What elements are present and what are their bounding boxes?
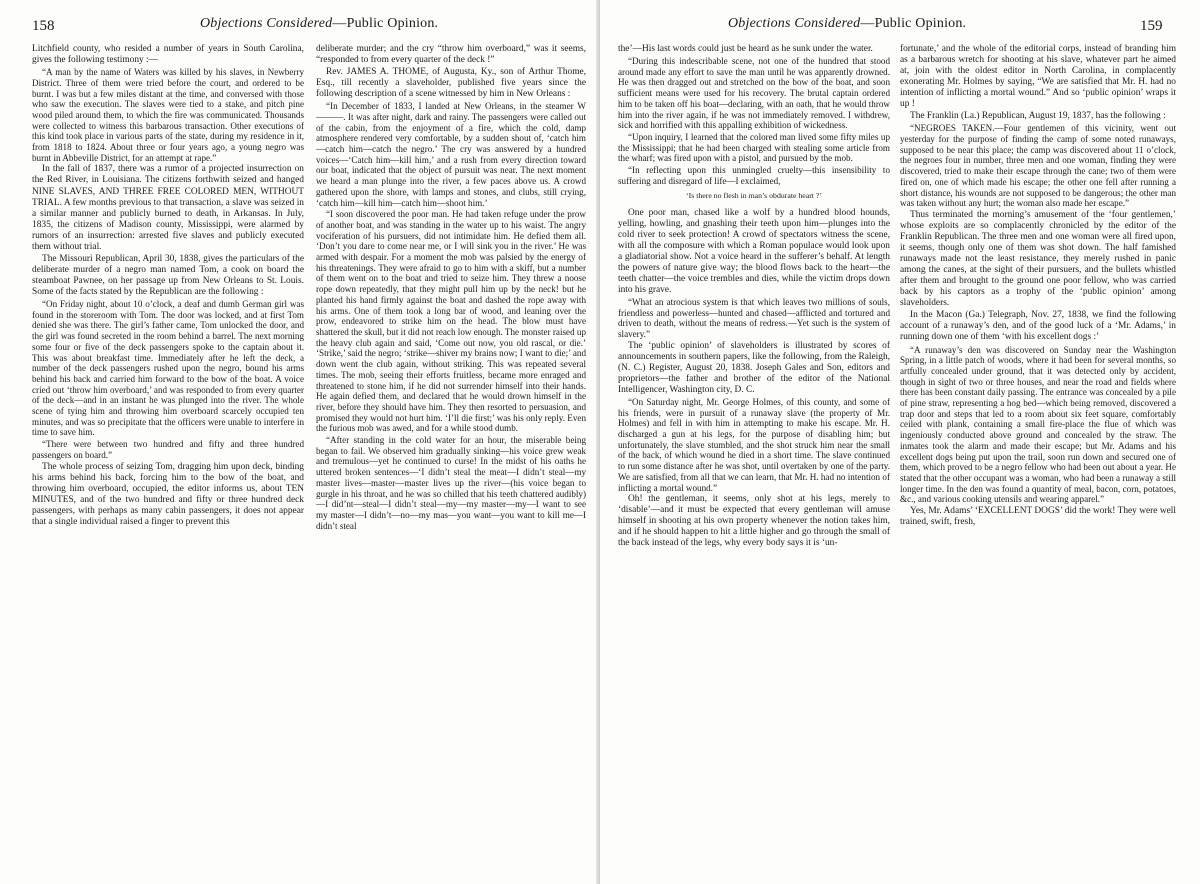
paragraph: In the fall of 1837, there was a rumor of a projected insurrection on the Red River, in Louisiana. The citizens forthwith seized and hanged NINE SLAVES, AND THREE FREE COLORED MEN, WITHOUT TRIAL. A few months previous to that transaction, a slave was seized in a similar manner and publicly burned to death, in Arkansas. In July, 1835, the citizens of Madison county, Mississippi, were alarmed by rumors of an insurrection: arrested five slaves and publicly executed them without trial. <box>32 164 304 252</box>
paragraph: “What an atrocious system is that which leaves two millions of souls, friendless and powerless—hunted and chased—afflicted and tortured and driven to death, without the means of redress.—Yet such is the system of slavery.” <box>618 296 890 340</box>
paragraph: “There were between two hundred and fifty and three hundred passengers on board.” <box>32 439 304 460</box>
paragraph: The ‘public opinion’ of slaveholders is illustrated by scores of announcements in southern papers, like the following, from the Raleigh, (N. C.) Register, August 20, 1838. Joseph Gales and Son, editors and proprietors—the father and brother of the editor of the National Intelligencer, Washington city, D. C. <box>618 340 890 395</box>
right-page <box>600 0 1200 884</box>
paragraph: “NEGROES TAKEN.—Four gentlemen of this vicinity, went out yesterday for the purpose of finding the camp of some noted runaways, supposed to be near this place; the camp was discovered about 11 o’clock, the negroes four in number, three men and one woman, finding they were discovered, tried to make their escape through the cane; two of them were fired on, one of which made his escape; the other one fell after running a short distance, his wounds are not supposed to be dangerous; the other man was taken without any hurt; the woman also made her escape.” <box>900 123 1176 209</box>
paragraph: Thus terminated the morning’s amusement of the ‘four gentlemen,’ whose exploits are so complacently chronicled by the editor of the Franklin Republican. The three men and one woman were all fired upon, it seems, though only one of them was shot down. The half famished runaways made not the least resistance, they merely rushed in panic among the canes, at the sight of their pursuers, and the bullets whistled after them and brought to the ground one poor fellow, who was carried back by his captors as a trophy of the ‘public opinion’ among slaveholders. <box>900 209 1176 309</box>
paragraph: “I soon discovered the poor man. He had taken refuge under the prow of another boat, and was standing in the water up to his waist. The angry vociferation of his pursuers, did not intimidate him. He defied them all. ‘Don’t you dare to come near me, or I will sink you in the river.’ He was armed with despair. For a moment the mob was palsied by the energy of his threatenings. They were afraid to go to him with a skiff, but a number of them went on to the boat and tried to seize him. They threw a noose rope down repeatedly, that they might pull him up by the neck! but he planted his hand firmly against the boat and dashed the rope away with his arms. One of them took a long bar of wood, and leaning over the prow, endeavored to strike him on the head. The blow must have shattered the skull, but it did not reach low enough. The monster raised up the heavy club again and said, ‘Come out now, you old rascal, or die.’ ‘Strike,’ said the negro; ‘strike—shiver my brains now; I want to die;’ and down went the club again, without striking. This was repeated several times. The mob, seeing their efforts fruitless, became more enraged and threatened to stone him, if he did not surrender himself into their hands. He again defied them, and declared that he would drown himself in the river, before they should have him. They then resorted to persuasion, and promised they would not hurt him. ‘I’ll die first;’ was his only reply. Even the furious mob was awed, and for a while stood dumb. <box>316 209 586 434</box>
paragraph: Litchfield county, who resided a number of years in South Carolina, gives the following testimony :— <box>32 44 304 66</box>
paragraph: deliberate murder; and the cry “throw him overboard,” was it seems, “responded to from every quarter of the deck !” <box>316 44 586 66</box>
paragraph: ‘Is there no flesh in man’s obdurate heart ?’ <box>686 191 822 201</box>
paragraph: Rev. JAMES A. THOME, of Augusta, Ky., son of Arthur Thome, Esq., till recently a slaveholder, published five years since the following description of a scene witnessed by him in New Orleans : <box>316 67 586 100</box>
header-plain: —Public Opinion. <box>332 16 439 31</box>
paragraph: The whole process of seizing Tom, dragging him upon deck, binding his arms behind his back, forcing him to the bow of the boat, and throwing him overboard, occupied, the editor informs us, about TEN MINUTES, and of the two hundred and fifty or three hundred deck passengers, with perhaps as many cabin passengers, it does not appear that a single individual raised a finger to prevent this <box>32 461 304 527</box>
paragraph: “After standing in the cold water for an hour, the miserable being began to fail. We observed him gradually sinking—his voice grew weak and tremulous—yet he continued to curse! In the midst of his oaths he uttered broken sentences—‘I didn’t steal the meat—I didn’t steal—my master lives—master—master lives up the river—(his voice began to gurgle in his throat, and he was so chilled that his teeth chattered audibly)—I did’nt—steal—I didn’t steal—my—my master—my—I want to see my master—I didn’t—no—my mas—you want—you want to kill me—I didn’t steal <box>316 435 586 531</box>
running-header <box>200 16 438 32</box>
paragraph: “In December of 1833, I landed at New Orleans, in the steamer W———. It was after night, dark and rainy. The passengers were called out of the cabin, from the enjoyment of a fire, which the cold, damp atmosphere rendered very comfortable, by a sudden shout of, ‘catch him—catch him—catch the negro.’ The cry was answered by a hundred voices—‘Catch him—kill him,’ and a rush from every direction toward our boat, indicated that the object of pursuit was near. The next moment we heard a man plunge into the river, a few paces above us. A crowd gathered upon the shore, with lamps and stones, and clubs, still crying, ‘catch him—kill him—catch him—shoot him.’ <box>316 101 586 208</box>
paragraph: “During this indescribable scene, not one of the hundred that stood around made any effort to save the man until he was apparently drowned. He was then dragged out and stretched on the bow of the boat, and soon sufficient means were used for his recovery. The brutal captain ordered him to be taken off his boat—declaring, with an oath, that he would throw him into the river again, if he was not immediately removed. I withdrew, sick and horrified with this appalling exhibition of wickedness. <box>618 56 890 131</box>
paragraph: “In reflecting upon this unmingled cruelty—this insensibility to suffering and disregard of life—I exclaimed, <box>618 165 890 186</box>
paragraph: the’—His last words could just be heard as he sunk under the water. <box>618 44 873 54</box>
header-italic: Objections Considered <box>200 16 333 31</box>
paragraph: “A runaway’s den was discovered on Sunday near the Washington Spring, in a little patch of woods, where it had been for several months, so artfully concealed under ground, that it was detected only by accident, though in sight of two or three houses, and near the road and fields where there has been constant daily passing. The entrance was concealed by a pile of pine straw, representing a hog bed—which being removed, discovered a trap door and steps that led to a room about six feet square, comfortably ceiled with plank, containing a small fire-place the flue of which was ingeniously conducted above ground and concealed by the straw. The inmates took the alarm and made their escape; but Mr. Adams and his excellent dogs being put upon the trail, soon run down and secured one of them, which proved to be a negro fellow who had been out about a year. He stated that the other occupant was a woman, who had been a runaway a still longer time. In the den was found a quantity of meal, bacon, corn, potatoes, &c., and various cooking utensils and wearing apparel.” <box>900 344 1176 505</box>
paragraph: “On Saturday night, Mr. George Holmes, of this county, and some of his friends, were in pursuit of a runaway slave (the property of Mr. Holmes) and fell in with him in attempting to make his escape. Mr. H. discharged a gun at his legs, for the purpose of disabling him; but unfortunately, the slave stumbled, and the shot struck him near the small of the back, of which wound he died in a short time. The slave continued to run some distance after he was shot, until overtaken by one of the party. We are satisfied, from all that we can learn, that Mr. H. had no intention of inflicting a mortal wound.” <box>618 396 890 493</box>
text-column-left-1 <box>32 44 304 878</box>
paragraph: Oh! the gentleman, it seems, only shot at his legs, merely to ‘disable’—and it must be expected that every gentleman will amuse himself in shooting at his own property whenever the notion takes him, and if he should happen to hit a little higher and go through the small of the back instead of the legs, why every body says it is ‘un- <box>618 494 890 549</box>
paragraph: In the Macon (Ga.) Telegraph, Nov. 27, 1838, we find the following account of a runaway’s den, and of the good luck of a ‘Mr. Adams,’ in running down one of them ‘with his excellent dogs :’ <box>900 310 1176 343</box>
page-number: 159 <box>1140 18 1163 34</box>
paragraph: “On Friday night, about 10 o’clock, a deaf and dumb German girl was found in the storeroom with Tom. The door was locked, and at first Tom denied she was there. The girl’s father came, Tom unlocked the door, and the girl was found secreted in the room behind a barrel. The next morning some four or five of the deck passengers spoke to the captain about it. This was about breakfast time. Immediately after he left the deck, a number of the deck passengers rushed upon the negro, bound his arms behind his back and carried him forward to the bow of the boat. A voice cried out ‘throw him overboard,’ and was responded to from every quarter of the deck—and in an instant he was plunged into the river. The whole scene of tying him and throwing him overboard scarcely occupied ten minutes, and was so precipitate that the officers were unable to interfere in time to save him. <box>32 298 304 438</box>
paragraph: The Franklin (La.) Republican, August 19, 1837, has the following : <box>910 111 1166 122</box>
paragraph: “Upon inquiry, I learned that the colored man lived some fifty miles up the Mississippi; that he had been charged with stealing some article from the wharf; was fired upon with a pistol, and pursued by the mob. <box>618 131 890 164</box>
page-number: 158 <box>32 18 55 34</box>
paragraph: The Missouri Republican, April 30, 1838, gives the particulars of the deliberate murder of a negro man named Tom, a cook on board the steamboat Pawnee, on her passage up from New Orleans to St. Louis. Some of the facts stated by the Republican are the following : <box>32 253 304 297</box>
paragraph: fortunate,’ and the whole of the editorial corps, instead of branding him as a barbarous wretch for shooting at his slave, whatever part he aimed at, join with the oldest editor in North Carolina, in complacently exonerating Mr. Holmes by saying, “We are satisfied that Mr. H. had no intention of inflicting a mortal wound.” And so ‘public opinion’ wraps it up ! <box>900 44 1176 110</box>
paragraph: One poor man, chased like a wolf by a hundred blood hounds, yelling, howling, and gnashing their teeth upon him—plunges into the cold river to seek protection! A crowd of spectators witness the scene, with all the composure with which a Roman populace would look upon a gladiatorial show. Not a voice heard in the sufferer’s behalf. At length the powers of nature give way; the blood flows back to the heart—the teeth chatter—the voice trembles and dies, while the victim drops down into his grave. <box>618 207 890 295</box>
header-italic: Objections Considered <box>728 16 861 31</box>
text-column-left-2 <box>316 44 586 878</box>
paragraph: Yes, Mr. Adams’ ‘EXCELLENT DOGS’ did the work! They were well trained, swift, fresh, <box>900 506 1176 528</box>
paragraph: “A man by the name of Waters was killed by his slaves, in Newberry District. Three of them were tried before the court, and ordered to be burnt. I was but a few miles distant at the time, and conversed with those who saw the execution. The slaves were tied to a stake, and pitch pine wood piled around them, to which the fire was communicated. Thousands were collected to witness this barbarous transaction. Other executions of this kind took place in various parts of the state, during my residence in it, from 1818 to 1824. About three or four years ago, a young negro was burnt in Abbeville District, for an attempt at rape.” <box>32 67 304 163</box>
header-plain: —Public Opinion. <box>860 16 967 31</box>
running-header <box>728 16 966 32</box>
text-column-right-2 <box>900 44 1176 878</box>
text-column-right-1 <box>618 44 890 878</box>
